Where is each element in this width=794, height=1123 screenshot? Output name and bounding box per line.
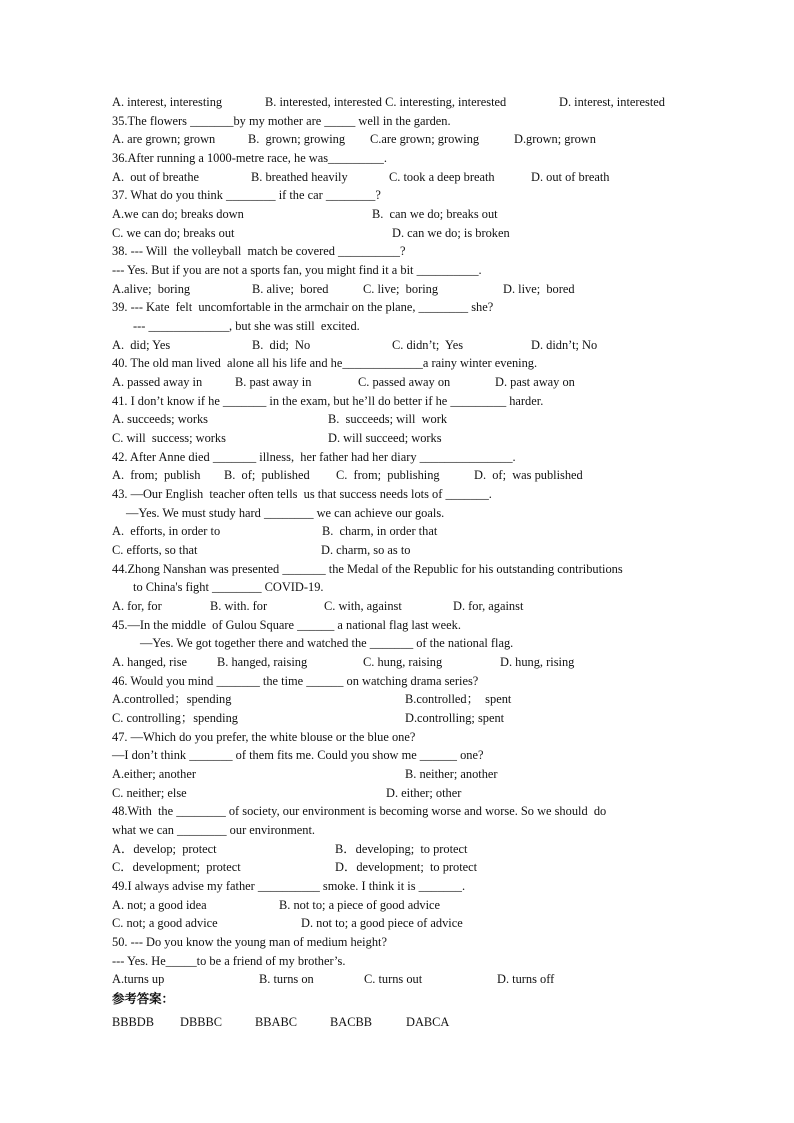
question-49: 49.I always advise my father __________ smoke. I think it is _______. [112, 879, 466, 893]
answers-heading: 参考答案： [112, 991, 174, 1006]
option-c: C．development; protect [112, 860, 241, 874]
answer-group: BBABC [255, 1015, 298, 1029]
option-b: B. neither; another [405, 767, 498, 781]
option-a: A. efforts, in order to [112, 524, 221, 538]
option-b: B. with. for [210, 599, 268, 613]
option-c: C. neither; else [112, 786, 187, 800]
option-d: D．development; to protect [335, 860, 478, 874]
option-b: B. breathed heavily [251, 170, 348, 184]
option-d: D.grown; grown [514, 132, 596, 146]
question-48: 48.With the ________ of society, our environment is becoming worse and worse. So we should do [112, 804, 607, 818]
question-47: 47. —Which do you prefer, the white blouse or the blue one? [112, 730, 416, 744]
option-c: C. from; publishing [336, 468, 440, 482]
option-c: C. hung, raising [363, 655, 443, 669]
question-47-reply: —I don’t think _______ of them fits me. Could you show me ______ one? [112, 748, 484, 762]
option-d: D. not to; a good piece of advice [301, 916, 463, 930]
option-b: B. did; No [252, 338, 311, 352]
question-36: 36.After running a 1000-metre race, he was_________. [112, 151, 387, 165]
answer-key [112, 1015, 450, 1113]
option-b: B. turns on [259, 972, 314, 986]
question-38: 38. --- Will the volleyball match be covered __________? [112, 244, 406, 258]
question-35: 35.The flowers _______by my mother are _____ well in the garden. [112, 114, 451, 128]
option-d: D. didn’t; No [531, 338, 598, 352]
question-42: 42. After Anne died _______ illness, her father had her diary _______________. [112, 450, 516, 464]
option-b-c: B. interested, interested C. interesting, interested [265, 95, 507, 109]
option-d: D. live; bored [503, 282, 575, 296]
option-c: C. efforts, so that [112, 543, 198, 557]
option-d: D.controlling; spent [405, 711, 505, 725]
option-b: B. hanged, raising [217, 655, 308, 669]
option-a: A. hanged, rise [112, 655, 188, 669]
question-48-continued: what we can ________ our environment. [112, 823, 316, 837]
option-a: A. interest, interesting [112, 95, 223, 109]
question-40: 40. The old man lived alone all his life and he_____________a rainy winter evening. [112, 356, 538, 370]
option-c: C.are grown; growing [370, 132, 480, 146]
option-d: D. can we do; is broken [392, 226, 510, 240]
question-44-continued: to China's fight ________ COVID-19. [133, 580, 324, 594]
option-b: B．developing; to protect [335, 842, 468, 856]
question-45-reply: —Yes. We got together there and watched the _______ of the national flag. [140, 636, 514, 650]
option-a: A. succeeds; works [112, 412, 209, 426]
question-50: 50. --- Do you know the young man of medium height? [112, 935, 387, 949]
question-41: 41. I don’t know if he _______ in the exam, but he’ll do better if he _________ harder. [112, 394, 544, 408]
option-a: A. not; a good idea [112, 898, 207, 912]
question-43: 43. —Our English teacher often tells us that success needs lots of _______. [112, 487, 492, 501]
answer-group: DBBBC [180, 1015, 223, 1029]
option-a: A. out of breathe [112, 170, 200, 184]
option-a: A．develop; protect [112, 842, 217, 856]
question-45: 45.—In the middle of Gulou Square ______ a national flag last week. [112, 618, 461, 632]
option-a: A.controlled；spending [112, 692, 232, 706]
answer-group: BBBDB [112, 1015, 155, 1029]
answer-group: DABCA [406, 1015, 450, 1029]
option-c: C. live; boring [363, 282, 439, 296]
option-c: C. passed away on [358, 375, 451, 389]
option-a: A. passed away in [112, 375, 203, 389]
question-37: 37. What do you think ________ if the car ________? [112, 188, 381, 202]
question-46: 46. Would you mind _______ the time ______ on watching drama series? [112, 674, 479, 688]
option-d: D. hung, rising [500, 655, 575, 669]
option-c: C. took a deep breath [389, 170, 495, 184]
option-d: D. past away on [495, 375, 575, 389]
option-c: C. not; a good advice [112, 916, 218, 930]
option-c: C. controlling；spending [112, 711, 238, 725]
option-a: A.we can do; breaks down [112, 207, 244, 221]
option-b: B. past away in [235, 375, 312, 389]
option-a: A. are grown; grown [112, 132, 216, 146]
option-d: D. for, against [453, 599, 524, 613]
question-39: 39. --- Kate felt uncomfortable in the armchair on the plane, ________ she? [112, 300, 494, 314]
option-d: D. of; was published [474, 468, 583, 482]
option-a: A. from; publish [112, 468, 201, 482]
option-d: D. interest, interested [559, 95, 665, 109]
option-a: A.turns up [112, 972, 165, 986]
question-38-reply: --- Yes. But if you are not a sports fan, you might find it a bit __________. [112, 263, 482, 277]
question-44: 44.Zhong Nanshan was presented _______ the Medal of the Republic for his outstanding contributions [112, 562, 623, 576]
option-b: B. alive; bored [252, 282, 329, 296]
option-d: D. charm, so as to [321, 543, 411, 557]
option-c: C. will success; works [112, 431, 226, 445]
option-a: A.either; another [112, 767, 196, 781]
option-d: D. will succeed; works [328, 431, 442, 445]
option-c: C. turns out [364, 972, 423, 986]
option-d: D. turns off [497, 972, 555, 986]
option-d: D. either; other [386, 786, 462, 800]
option-b: B. succeeds; will work [328, 412, 448, 426]
option-b: B. charm, in order that [322, 524, 438, 538]
option-a: A.alive; boring [112, 282, 191, 296]
question-43-reply: —Yes. We must study hard ________ we can achieve our goals. [126, 506, 445, 520]
option-c: C. with, against [324, 599, 402, 613]
option-b: B. grown; growing [248, 132, 346, 146]
answer-group: BACBB [330, 1015, 373, 1029]
option-b: B. not to; a piece of good advice [279, 898, 441, 912]
question-39-reply: --- _____________, but she was still excited. [133, 319, 360, 333]
question-50-reply: --- Yes. He_____to be a friend of my brother’s. [112, 954, 346, 968]
option-b: B. of; published [224, 468, 310, 482]
option-a: A. did; Yes [112, 338, 171, 352]
option-c: C. didn’t; Yes [392, 338, 464, 352]
option-d: D. out of breath [531, 170, 610, 184]
option-b: B.controlled； spent [405, 692, 512, 706]
option-c: C. we can do; breaks out [112, 226, 235, 240]
option-b: B. can we do; breaks out [372, 207, 498, 221]
option-a: A. for, for [112, 599, 162, 613]
